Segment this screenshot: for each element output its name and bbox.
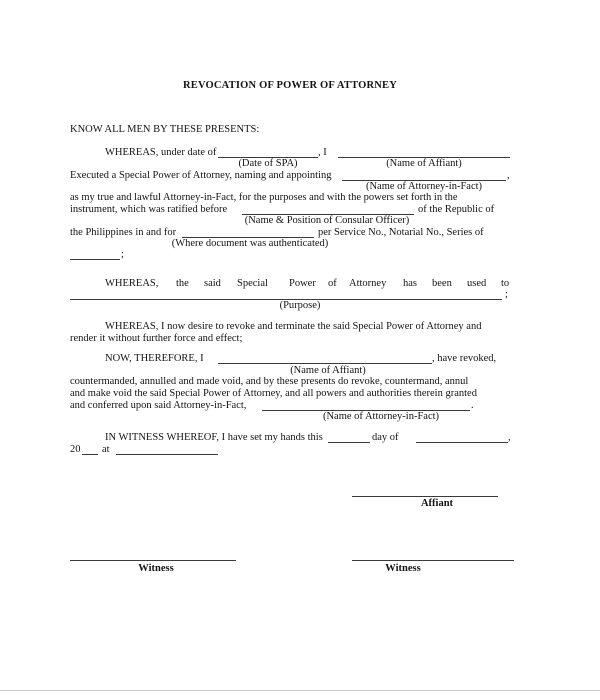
p1-republic-text: of the Republic of: [418, 204, 495, 215]
p2-word-6: of: [328, 278, 337, 289]
p1-end-semicolon: ;: [121, 249, 124, 260]
affiant-signature-line: [352, 496, 498, 497]
p5-at-text: at: [102, 444, 110, 455]
witness-2-signature-line: [352, 560, 514, 561]
p4-line2: countermanded, annulled and made void, and by these presents do revoke, countermand, annul: [70, 376, 469, 387]
p2-word-1: WHEREAS,: [105, 278, 159, 289]
p3-line2: render it without further force and effect;: [70, 333, 243, 344]
p4-label-name-of-attorney: (Name of Attorney-in-Fact): [322, 411, 440, 422]
p2-word-4: Special: [237, 278, 268, 289]
p4-end-period: .: [471, 400, 474, 411]
p1-ratified-text: instrument, which was ratified before: [70, 204, 228, 215]
p1-whereas-date-text: WHEREAS, under date of: [105, 147, 217, 158]
p1-line3-text: as my true and lawful Attorney-in-Fact, for the purposes and with the powers set forth in the: [70, 192, 458, 203]
salutation: KNOW ALL MEN BY THESE PRESENTS:: [70, 124, 260, 135]
p1-line2-comma: ,: [507, 170, 510, 181]
year-blank: [82, 454, 98, 455]
label-name-of-attorney-in-fact: (Name of Attorney-in-Fact): [365, 181, 483, 192]
p2-word-3: said: [204, 278, 221, 289]
series-blank: [70, 259, 120, 260]
p2-word-7: Attorney: [349, 278, 387, 289]
p5-witness-whereof-text: IN WITNESS WHEREOF, I have set my hands this: [105, 432, 323, 443]
p2-word-9: been: [432, 278, 452, 289]
p5-line1-comma: ,: [508, 432, 511, 443]
p4-line3: and make void the said Special Power of Attorney, and all powers and authorities therein granted: [70, 388, 477, 399]
p4-label-name-of-affiant: (Name of Affiant): [290, 365, 366, 376]
p5-year-prefix: 20: [70, 444, 81, 455]
p2-end-semicolon: ;: [505, 289, 508, 300]
day-blank: [328, 442, 370, 443]
p2-word-5: Power: [289, 278, 316, 289]
witness-1-label: Witness: [138, 563, 174, 574]
month-blank: [416, 442, 508, 443]
p1-service-no-text: per Service No., Notarial No., Series of: [318, 227, 484, 238]
witness-1-signature-line: [70, 560, 236, 561]
label-date-of-spa: (Date of SPA): [238, 158, 298, 169]
p1-executed-text: Executed a Special Power of Attorney, naming and appointing: [70, 170, 332, 181]
label-name-of-affiant: (Name of Affiant): [386, 158, 462, 169]
p4-conferred-text: and conferred upon said Attorney-in-Fact,: [70, 400, 247, 411]
p4-now-therefore-text: NOW, THEREFORE, I: [105, 353, 204, 364]
p2-word-8: has: [403, 278, 417, 289]
label-consular-officer: (Name & Position of Consular Officer): [244, 215, 410, 226]
document-title: REVOCATION OF POWER OF ATTORNEY: [182, 80, 398, 91]
p5-day-of-text: day of: [372, 432, 399, 443]
p3-line1: WHEREAS, I now desire to revoke and terminate the said Special Power of Attorney and: [105, 321, 482, 332]
label-purpose: (Purpose): [279, 300, 321, 311]
label-where-authenticated: (Where document was authenticated): [171, 238, 329, 249]
p4-affiant-name-blank: [218, 363, 432, 364]
p2-word-2: the: [176, 278, 189, 289]
p2-word-10: used: [467, 278, 487, 289]
p4-have-revoked-text: , have revoked,: [432, 353, 497, 364]
place-blank: [116, 454, 218, 455]
affiant-label: Affiant: [420, 498, 454, 509]
p1-philippines-text: the Philippines in and for: [70, 227, 177, 238]
page-bottom-edge: [0, 690, 600, 691]
p2-word-11: to: [501, 278, 510, 289]
p1-comma-i-text: , I: [318, 147, 327, 158]
witness-2-label: Witness: [385, 563, 421, 574]
